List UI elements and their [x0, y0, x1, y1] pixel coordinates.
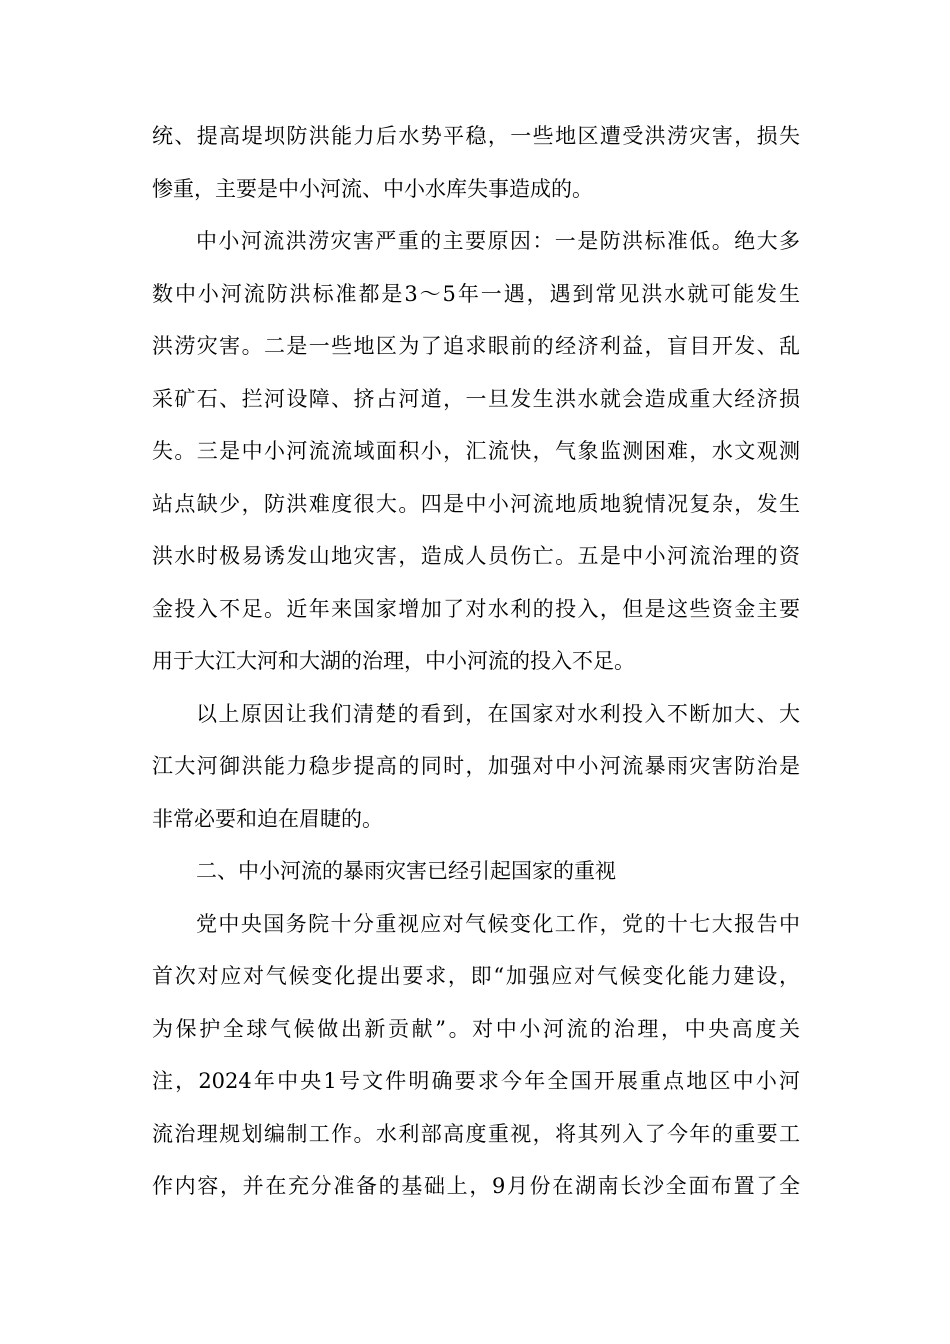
- document-page: [152, 110, 800, 1213]
- text-line: 用于大江大河和大湖的治理，中小河流的投入不足。: [152, 649, 635, 673]
- paragraph-start-line: 党中央国务院十分重视应对气候变化工作，党的十七大报告中: [196, 911, 800, 936]
- text-line: 惨重，主要是中小河流、中小水库失事造成的。: [152, 176, 593, 201]
- text-line: 为保护全球气候做出新贡献”。对中小河流的治理，中央高度关: [152, 1016, 800, 1041]
- section-heading: 二、中小河流的暴雨灾害已经引起国家的重视: [196, 859, 616, 883]
- text-line: 作内容，并在充分准备的基础上，9月份在湖南长沙全面布置了全: [152, 1174, 800, 1198]
- text-line: 站点缺少，防洪难度很大。四是中小河流地质地貌情况复杂，发生: [152, 491, 800, 516]
- text-line: 金投入不足。近年来国家增加了对水利的投入，但是这些资金主要: [152, 596, 800, 621]
- text-line: 非常必要和迫在眉睫的。: [152, 806, 383, 831]
- text-line: 注，2024年中央1号文件明确要求今年全国开展重点地区中小河: [152, 1069, 800, 1093]
- text-line: 江大河御洪能力稳步提高的同时，加强对中小河流暴雨灾害防治是: [152, 754, 800, 778]
- paragraph-start-line: 以上原因让我们清楚的看到，在国家对水利投入不断加大、大: [196, 701, 800, 726]
- paragraph-start-line: 中小河流洪涝灾害严重的主要原因：一是防洪标准低。绝大多: [196, 229, 800, 253]
- text-line: 统、提高堤坝防洪能力后水势平稳，一些地区遭受洪涝灾害，损失: [152, 124, 800, 148]
- text-line: 失。三是中小河流流域面积小，汇流快，气象监测困难，水文观测: [152, 439, 800, 463]
- text-line: 首次对应对气候变化提出要求，即“加强应对气候变化能力建设，: [152, 964, 800, 988]
- text-line: 洪涝灾害。二是一些地区为了追求眼前的经济利益，盲目开发、乱: [152, 334, 800, 358]
- text-line: 洪水时极易诱发山地灾害，造成人员伤亡。五是中小河流治理的资: [152, 544, 800, 568]
- text-line: 采矿石、拦河设障、挤占河道，一旦发生洪水就会造成重大经济损: [152, 386, 800, 411]
- text-line: 数中小河流防洪标准都是3～5年一遇，遇到常见洪水就可能发生: [152, 281, 800, 306]
- text-line: 流治理规划编制工作。水利部高度重视，将其列入了今年的重要工: [152, 1121, 800, 1146]
